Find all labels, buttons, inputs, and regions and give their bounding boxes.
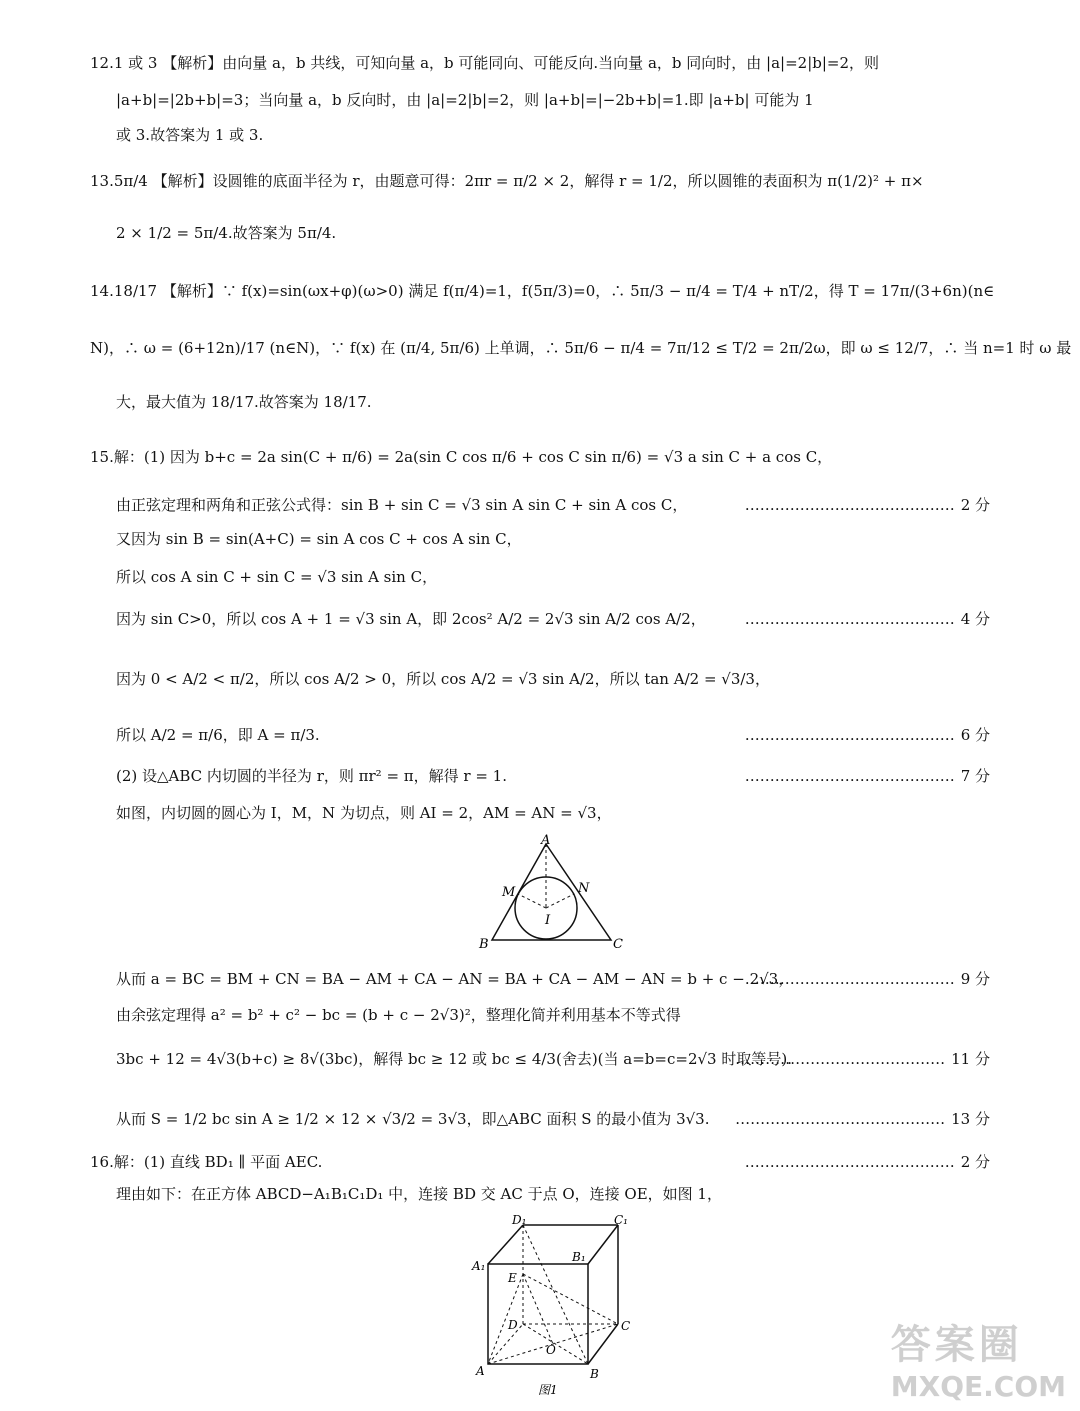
q15-line-4: 所以 cos A sin C + sin C = √3 sin A sin C， [116,568,438,586]
leader-dots: …………………………………… [744,1153,955,1171]
label-A1: A₁ [472,1259,486,1273]
label-A: A [476,1364,485,1378]
incircle-triangle-figure [475,832,635,956]
q15-line-5: 因为 sin C>0，所以 cos A + 1 = √3 sin A，即 2cos² A/2 = 2√3 sin A/2 cos A/2， [116,610,706,628]
q12-line-1: 12.1 或 3 【解析】由向量 a，b 共线，可知向量 a，b 可能同向、可能反向.当向量 a，b 同向时，由 |a|=2|b|=2，则 [90,54,880,72]
q15-line-6: 因为 0 < A/2 < π/2，所以 cos A/2 > 0，所以 cos A/2 = √3 sin A/2，所以 tan A/2 = √3/3， [116,670,770,688]
score-label: 7 分 [960,767,990,785]
score-label: 4 分 [960,610,990,628]
label-D: D [508,1318,518,1332]
score-row-7 [745,765,990,786]
q15-line-7: 所以 A/2 = π/6，即 A = π/3. [116,726,320,744]
q14-line-2: N)，∴ ω = (6+12n)/17 (n∈N)，∵ f(x) 在 (π/4, 5π/6) 上单调，∴ 5π/6 − π/4 = 7π/12 ≤ T/2 = 2π/2ω，即 ω ≤ 12/7，∴ 当 n=1 时 ω 最 [90,339,1072,357]
watermark [891,1313,1066,1403]
label-C: C [621,1319,631,1333]
leader-dots: …………………………………… [744,610,955,628]
score-row-11 [735,1048,990,1069]
leader-dots: …………………………………… [744,496,955,514]
label-C: C [613,937,623,952]
q15-line-2: 由正弦定理和两角和正弦公式得：sin B + sin C = √3 sin A sin C + sin A cos C， [116,496,688,514]
label-B: B [590,1367,599,1381]
q15-line-9: 如图，内切圆的圆心为 I，M，N 为切点，则 AI = 2，AM = AN = √3， [116,804,612,822]
q12-line-3: 或 3.故答案为 1 或 3. [116,126,264,144]
label-A: A [541,833,551,848]
label-M: M [502,885,516,900]
score-row-4 [745,608,990,629]
label-D1: D₁ [512,1213,527,1227]
score-label: 2 分 [960,1153,990,1171]
q16-line-1: 16.解：(1) 直线 BD₁ ∥ 平面 AEC. [90,1153,323,1171]
label-B1: B₁ [572,1250,586,1264]
score-row-13 [735,1108,990,1129]
score-row-6 [745,724,990,745]
score-label: 11 分 [951,1050,990,1068]
label-B: B [479,937,489,952]
q14-line-1: 14.18/17 【解析】∵ f(x)=sin(ωx+φ)(ω>0) 满足 f(π/4)=1，f(5π/3)=0，∴ 5π/3 − π/4 = T/4 + nT/2，得 T = 17π/(3+6n)(n∈ [90,282,995,300]
q16-line-2: 理由如下：在正方体 ABCD−A₁B₁C₁D₁ 中，连接 BD 交 AC 于点 O，连接 OE，如图 1， [116,1185,722,1203]
score-row-9 [745,968,990,989]
q15-line-11: 由余弦定理得 a² = b² + c² − bc = (b + c − 2√3)²，整理化简并利用基本不等式得 [116,1006,681,1024]
leader-dots: …………………………………… [735,1050,946,1068]
score-label: 6 分 [960,726,990,744]
q15-line-10: 从而 a = BC = BM + CN = BA − AM + CA − AN = BA + CA − AM − AN = b + c − 2√3， [116,970,794,988]
q15-line-1: 15.解：(1) 因为 b+c = 2a sin(C + π/6) = 2a(sin C cos π/6 + cos C sin π/6) = √3 a sin C + a cos C， [90,448,833,466]
q15-line-12: 3bc + 12 = 4√3(b+c) ≥ 8√(3bc)，解得 bc ≥ 12 或 bc ≤ 4/3(舍去)(当 a=b=c=2√3 时取等号). [116,1050,792,1068]
q12-line-2: |a+b|=|2b+b|=3；当向量 a，b 反向时，由 |a|=2|b|=2，则 |a+b|=|−2b+b|=1.即 |a+b| 可能为 1 [116,91,814,109]
leader-dots: …………………………………… [735,1110,946,1128]
score-label: 13 分 [951,1110,990,1128]
figure-caption: 图1 [538,1383,558,1397]
q14-line-3: 大，最大值为 18/17.故答案为 18/17. [116,393,372,411]
leader-dots: …………………………………… [744,726,955,744]
cube-figure [468,1212,648,1407]
watermark-bottom: MXQE.COM [890,1370,1066,1403]
watermark-top: 答案圈 [890,1322,1023,1368]
label-O: O [546,1343,556,1357]
q15-line-3: 又因为 sin B = sin(A+C) = sin A cos C + cos A sin C， [116,530,522,548]
leader-dots: …………………………………… [744,970,955,988]
q15-line-8: (2) 设△ABC 内切圆的半径为 r，则 πr² = π，解得 r = 1. [116,767,507,785]
q15-line-13: 从而 S = 1/2 bc sin A ≥ 1/2 × 12 × √3/2 = 3√3，即△ABC 面积 S 的最小值为 3√3. [116,1110,710,1128]
label-E: E [508,1271,517,1285]
score-label: 2 分 [960,496,990,514]
score-row-2 [745,494,990,515]
label-I: I [545,913,551,928]
leader-dots: …………………………………… [744,767,955,785]
score-label: 9 分 [960,970,990,988]
q13-line-1: 13.5π/4 【解析】设圆锥的底面半径为 r，由题意可得：2πr = π/2 × 2，解得 r = 1/2，所以圆锥的表面积为 π(1/2)² + π× [90,172,924,190]
label-N: N [578,881,590,896]
q13-line-2: 2 × 1/2 = 5π/4.故答案为 5π/4. [116,224,337,242]
score-row-16 [745,1151,990,1172]
label-C1: C₁ [614,1213,628,1227]
